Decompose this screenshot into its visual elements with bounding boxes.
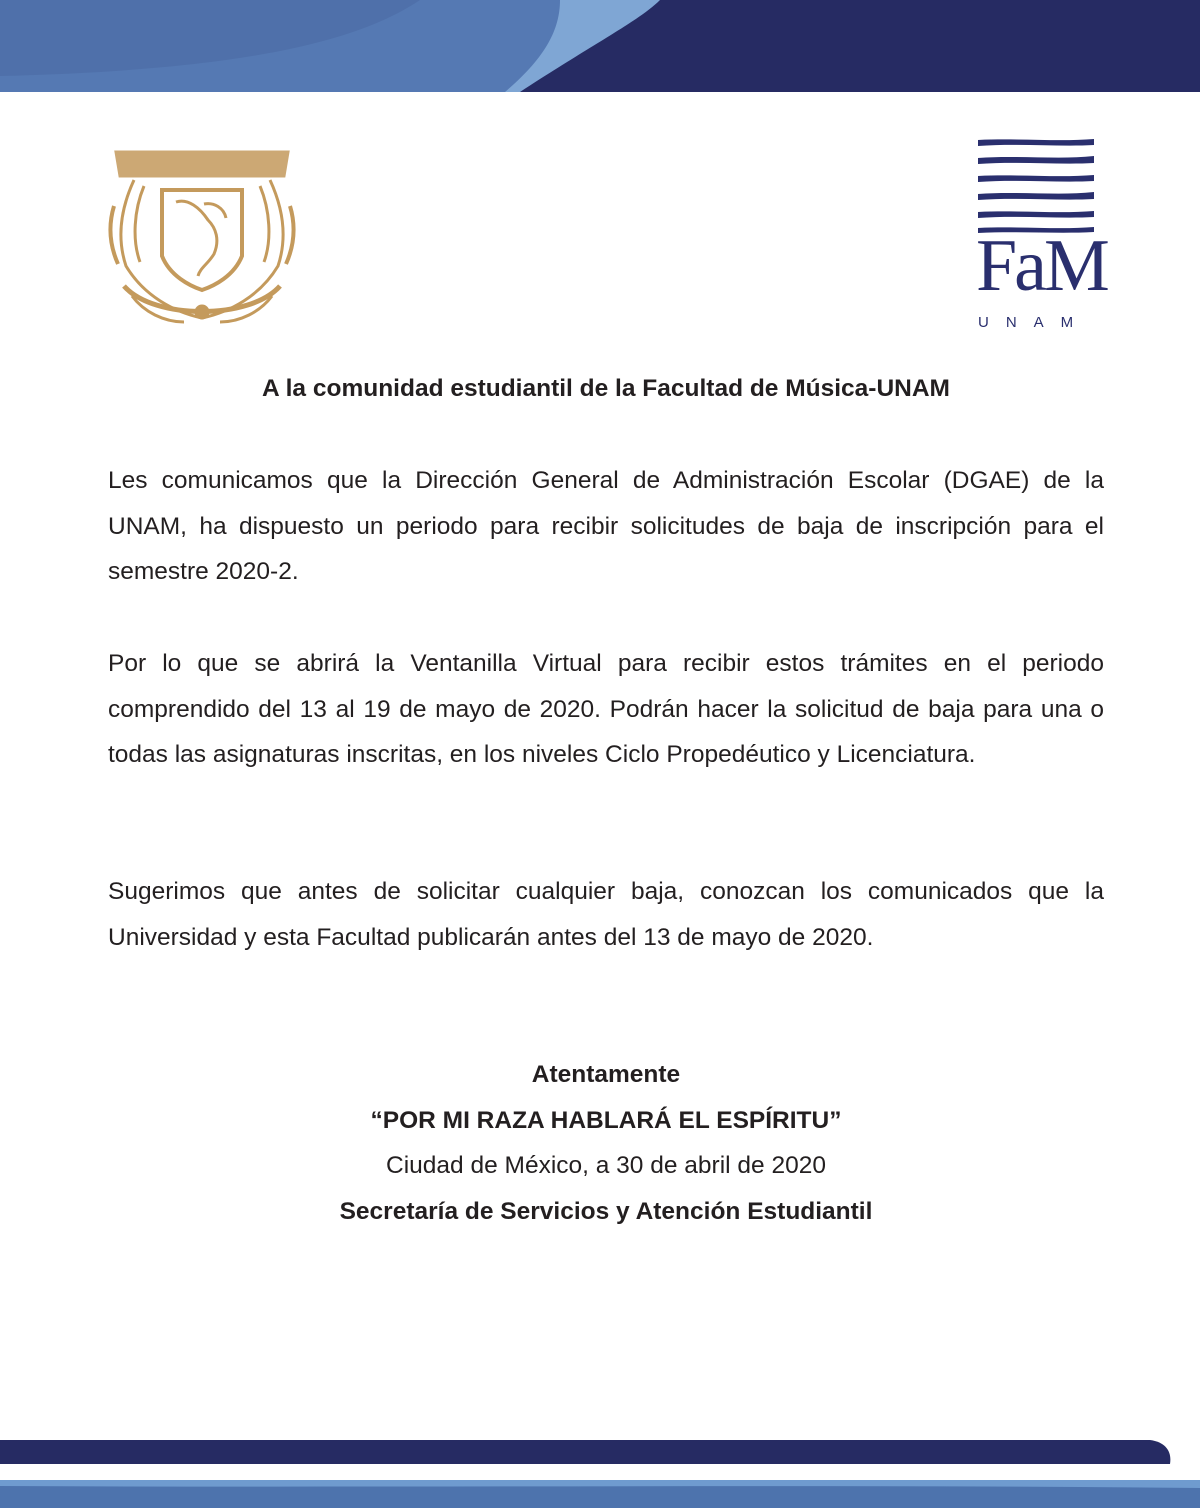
closing-block [108, 1052, 1104, 1234]
unam-seal-icon [104, 136, 300, 332]
paragraph-1: Les comunicamos que la Dirección General de Administración Escolar (DGAE) de la UNAM, ha dispuesto un periodo para recibir solicitudes de baja de inscripción para el semestre 2020-2. [108, 467, 1104, 586]
letter-heading: A la comunidad estudiantil de la Facultad de Música-UNAM [262, 375, 950, 402]
footer-band [0, 1436, 1200, 1508]
signature: Secretaría de Servicios y Atención Estudiantil [339, 1197, 873, 1225]
header-band [0, 0, 1200, 92]
fam-logo-text: FaM [976, 225, 1107, 307]
motto: “POR MI RAZA HABLARÁ EL ESPÍRITU” [370, 1106, 842, 1134]
place-date: Ciudad de México, a 30 de abril de 2020 [386, 1152, 826, 1180]
paragraph-3: Sugerimos que antes de solicitar cualquier baja, conozcan los comunicados que la Universidad y esta Facultad publicarán antes del 13 de mayo de 2020. [108, 878, 1104, 951]
fam-logo-subtext: UNAM [978, 314, 1091, 331]
salutation: Atentamente [531, 1061, 681, 1088]
paragraph-2: Por lo que se abrirá la Ventanilla Virtual para recibir estos trámites en el periodo comprendido del 13 al 19 de mayo de 2020. Podrán hacer la solicitud de baja para una o todas las asignaturas inscritas, en los niveles Ciclo Propedéutico y Licenciatura. [108, 650, 1104, 769]
